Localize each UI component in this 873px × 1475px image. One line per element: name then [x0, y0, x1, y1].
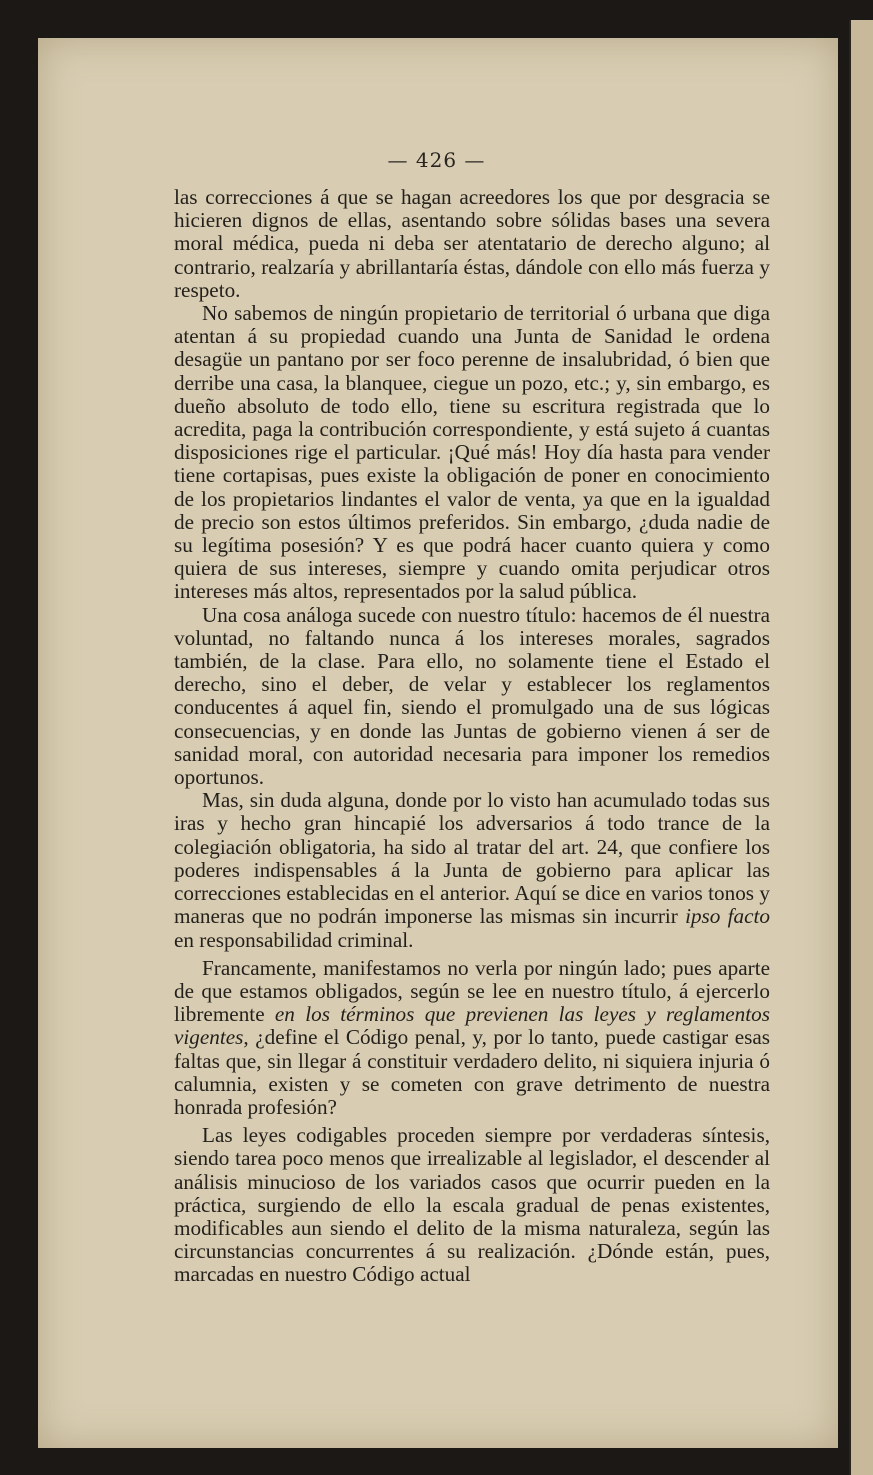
paragraph-text: Las leyes codigables proceden siempre por verdaderas síntesis, siendo tarea poco menos que irrealizable al legislador, el descender al análisis minucioso de los variados casos que ocurrir pueden en la práctica, surgiendo de ello la escala gradual de penas existentes, modificables aun siendo el delito de la misma naturaleza, según las circunstancias concurrentes á su realización. ¿Dónde están, pues, marcadas en nuestro Código actual [174, 1123, 770, 1287]
paragraph-text: Mas, sin duda alguna, donde por lo visto han acumulado todas sus iras y hecho gran hincapié los adversarios á todo trance de la colegiación obligatoria, ha sido al tratar del art. 24, que confiere los poderes indispensables á la Junta de gobierno para aplicar las correcciones establecidas en el anterior. Aquí se dice en varios tonos y maneras que no podrán imponerse las mismas sin incurrir [174, 788, 770, 929]
body-text [174, 186, 770, 1287]
paragraph-2 [174, 302, 770, 604]
paragraph-1 [174, 186, 770, 302]
paragraph-text: las correcciones á que se hagan acreedores los que por desgracia se hicieren dignos de ellas, asentando sobre sólidas bases una severa moral médica, pueda ni deba ser atentatario de derecho alguno; al contrario, realzaría y abrillantaría éstas, dándole con ello más fuerza y respeto. [174, 185, 770, 302]
italic-phrase: ipso facto [685, 904, 770, 929]
paragraph-5 [174, 957, 770, 1119]
paragraph-6 [174, 1124, 770, 1286]
paragraph-text: Una cosa análoga sucede con nuestro título: hacemos de él nuestra voluntad, no faltando nunca á los intereses morales, sagrados también, de la clase. Para ello, no solamente tiene el Estado el derecho, sino el deber, de velar y establecer los reglamentos conducentes á aquel fin, siendo el promulgado una de sus lógicas consecuencias, y en donde las Juntas de gobierno vienen á ser de sanidad moral, con autoridad necesaria para imponer los remedios oportunos. [174, 602, 770, 790]
paragraph-text: en responsabilidad criminal. [174, 927, 414, 952]
italic-phrase: en los términos que previenen las leyes y reglamentos vigentes [174, 1002, 770, 1050]
page-number: — 426 — [387, 148, 486, 172]
paragraph-text: Francamente, manifestamos no verla por ningún lado; pues aparte de que estamos obligados, según se lee en nuestro título, á ejercerlo libremente [174, 955, 770, 1027]
paragraph-text: No sabemos de ningún propietario de territorial ó urbana que diga atentan á su propiedad cuando una Junta de Sanidad le ordena desagüe un pantano por ser foco perenne de insalubridad, ó bien que derribe una casa, la blanquee, ciegue un pozo, etc.; y, sin embargo, es dueño absoluto de todo ello, tiene su escritura registrada que lo acredita, paga la contribución correspondiente, y está sujeto á cuantas disposiciones rige el particular. ¡Qué más! Hoy día hasta para vender tiene cortapisas, pues existe la obligación de poner en conocimiento de los propietarios lindantes el valor de venta, ya que en la igualdad de precio son estos últimos preferidos. Sin embargo, ¿duda nadie de su legítima posesión? Y es que podrá hacer cuanto quiera y como quiera de sus intereses, siempre y cuando omita perjudicar otros intereses más altos, representados por la salud pública. [174, 301, 770, 604]
paragraph-4 [174, 789, 770, 951]
paragraph-text: , ¿define el Código penal, y, por lo tanto, puede castigar esas faltas que, sin llegar á constituir verdadero delito, ni siquiera injuria ó calumnia, existen y se cometen con grave detrimento de nuestra honrada profesión? [174, 1025, 770, 1119]
paragraph-3 [174, 604, 770, 790]
adjacent-page-edge [849, 20, 873, 1475]
